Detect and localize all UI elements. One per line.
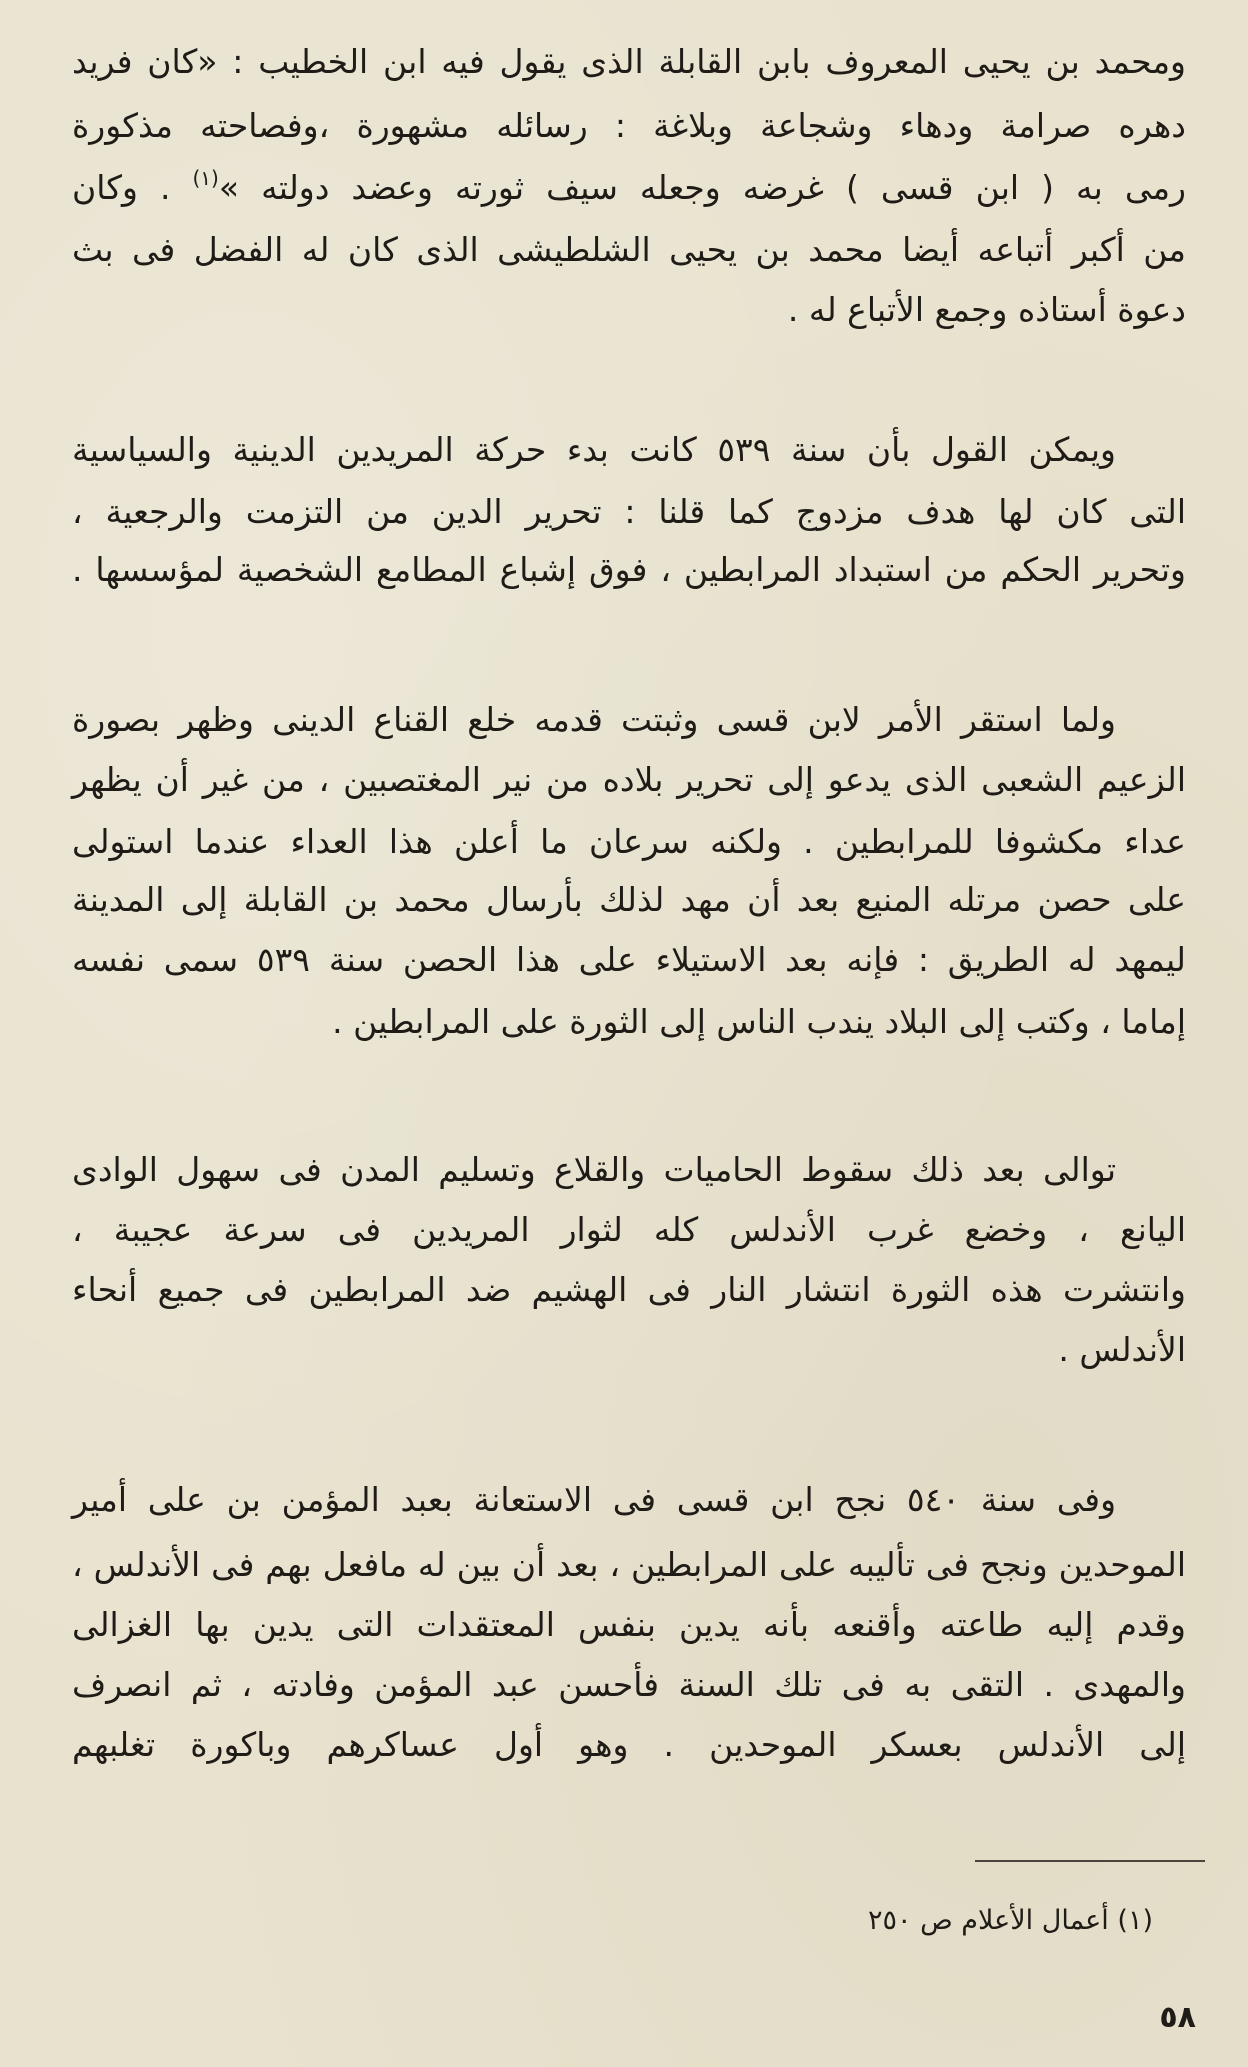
text-line: إماما ، وكتب إلى البلاد يندب الناس إلى الثورة على المرابطين . [332, 1002, 1186, 1041]
footnote-separator [975, 1860, 1205, 1862]
text-line: عداء مكشوفا للمرابطين . ولكنه سرعان ما أعلن هذا العداء عندما استولى [72, 822, 1186, 861]
footnote-1 [868, 1896, 1153, 1946]
text-line: اليانع ، وخضع غرب الأندلس كله لثوار المريدين فى سرعة عجيبة ، [72, 1210, 1186, 1249]
text-line: دعوة أستاذه وجمع الأتباع له . [787, 290, 1186, 329]
text-line: إلى الأندلس بعسكر الموحدين . وهو أول عساكرهم وباكورة تغلبهم [72, 1725, 1186, 1764]
text-line: وتحرير الحكم من استبداد المرابطين ، فوق إشباع المطامع الشخصية لمؤسسها . [72, 550, 1186, 589]
text-line: ليمهد له الطريق : فإنه بعد الاستيلاء على هذا الحصن سنة ٥٣٩ سمى نفسه [72, 940, 1186, 979]
text-line: على حصن مرتله المنيع بعد أن مهد لذلك بأرسال محمد بن القابلة إلى المدينة [72, 880, 1186, 919]
text-line-with-footnote [72, 158, 1186, 218]
text-line: التى كان لها هدف مزدوج كما قلنا : تحرير الدين من التزمت والرجعية ، [72, 492, 1186, 531]
text-line-indented: ويمكن القول بأن سنة ٥٣٩ كانت بدء حركة المريدين الدينية والسياسية [72, 430, 1116, 469]
text-line-indented: ولما استقر الأمر لابن قسى وثبتت قدمه خلع القناع الدينى وظهر بصورة [72, 700, 1116, 739]
text-line: وانتشرت هذه الثورة انتشار النار فى الهشيم ضد المرابطين فى جميع أنحاء [72, 1270, 1186, 1309]
text-line: دهره صرامة ودهاء وشجاعة وبلاغة : رسائله مشهورة ،وفصاحته مذكورة [72, 106, 1186, 145]
main-text-column [72, 0, 1186, 1800]
page-number: ٥٨ [1159, 2000, 1196, 2035]
footnote-marker: (١) [1117, 1905, 1153, 1936]
text-line: الموحدين ونجح فى تأليبه على المرابطين ، بعد أن بين له مافعل بهم فى الأندلس ، [72, 1545, 1186, 1584]
line-text-tail: . وكان [72, 168, 171, 207]
footnote-reference[interactable]: (١) [192, 166, 219, 190]
text-line: ومحمد بن يحيى المعروف بابن القابلة الذى يقول فيه ابن الخطيب : «كان فريد [72, 42, 1186, 81]
text-line: والمهدى . التقى به فى تلك السنة فأحسن عبد المؤمن وفادته ، ثم انصرف [72, 1665, 1186, 1704]
text-line: الأندلس . [1058, 1330, 1186, 1369]
text-line: من أكبر أتباعه أيضا محمد بن يحيى الشلطيشى الذى كان له الفضل فى بث [72, 230, 1186, 269]
footnote-text: أعمال الأعلام ص ٢٥٠ [867, 1905, 1109, 1936]
line-text: رمى به ( ابن قسى ) غرضه وجعله سيف ثورته وعضد دولته » [218, 168, 1186, 207]
text-line-indented: وفى سنة ٥٤٠ نجح ابن قسى فى الاستعانة بعبد المؤمن بن على أمير [72, 1480, 1116, 1519]
text-line: وقدم إليه طاعته وأقنعه بأنه يدين بنفس المعتقدات التى يدين بها الغزالى [72, 1605, 1186, 1644]
text-line: الزعيم الشعبى الذى يدعو إلى تحرير بلاده من نير المغتصبين ، من غير أن يظهر [72, 760, 1186, 799]
text-line-indented: توالى بعد ذلك سقوط الحاميات والقلاع وتسليم المدن فى سهول الوادى [72, 1150, 1116, 1189]
